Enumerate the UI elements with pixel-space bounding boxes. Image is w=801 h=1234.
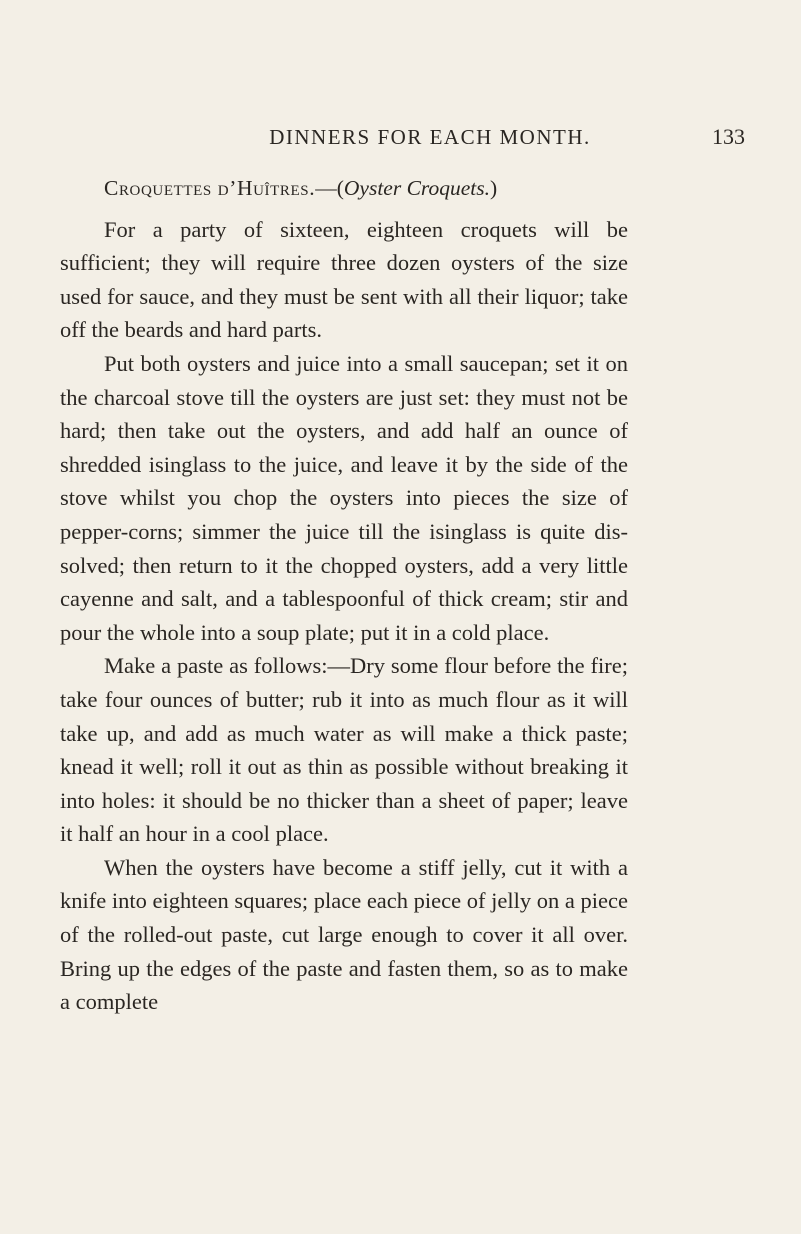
running-head xyxy=(115,122,745,152)
page-number: 133 xyxy=(712,124,745,149)
recipe-subtitle-prefix: —( xyxy=(315,176,344,200)
paragraph-4: When the oysters have become a stiff jelly, cut it with a knife into eighteen squares; place each piece of jelly on a piece of the rolled-out paste, cut large enough to cover it all over. Bring up the edges of the paste and fasten them, so as to make a complete xyxy=(60,854,628,1015)
recipe-title: Croquettes d’Huîtres. xyxy=(104,176,316,200)
paragraph-3: Make a paste as follows:—Dry some flour before the fire; take four ounces of butter; rub it into as much flour as it will take up, and add as much water as will make a thick paste; knead it well; roll it out as thin as possible without breaking it into holes: it should be no thicker than a sheet of paper; leave it half an hour in a cool place. xyxy=(60,653,628,847)
paragraph-1: For a party of sixteen, eighteen croquets will be sufficient; they will require three dozen oysters of the size used for sauce, and they must be sent with all their liquor; take off the beards and hard parts. xyxy=(60,216,628,343)
paragraph-2: Put both oysters and juice into a small saucepan; set it on the charcoal stove till the oysters are just set: they must not be hard; then take out the oysters, and add half an ounce of shredded isinglass to the juice, and leave it by the side of the stove whilst you chop the oysters into pieces the size of pepper-corns; simmer the juice till the isinglass is quite dis-solved; then return to it the chopped oysters, add a very little cayenne and salt, and a tablespoonful of thick cream; stir and pour the whole into a soup plate; put it in a cold place. xyxy=(60,350,628,645)
body-text xyxy=(60,172,628,1019)
recipe-subtitle: Oyster Croquets. xyxy=(343,176,491,200)
recipe-subtitle-suffix: ) xyxy=(490,176,498,200)
recipe-heading xyxy=(60,172,628,206)
running-title: DINNERS FOR EACH MONTH. xyxy=(269,125,591,149)
